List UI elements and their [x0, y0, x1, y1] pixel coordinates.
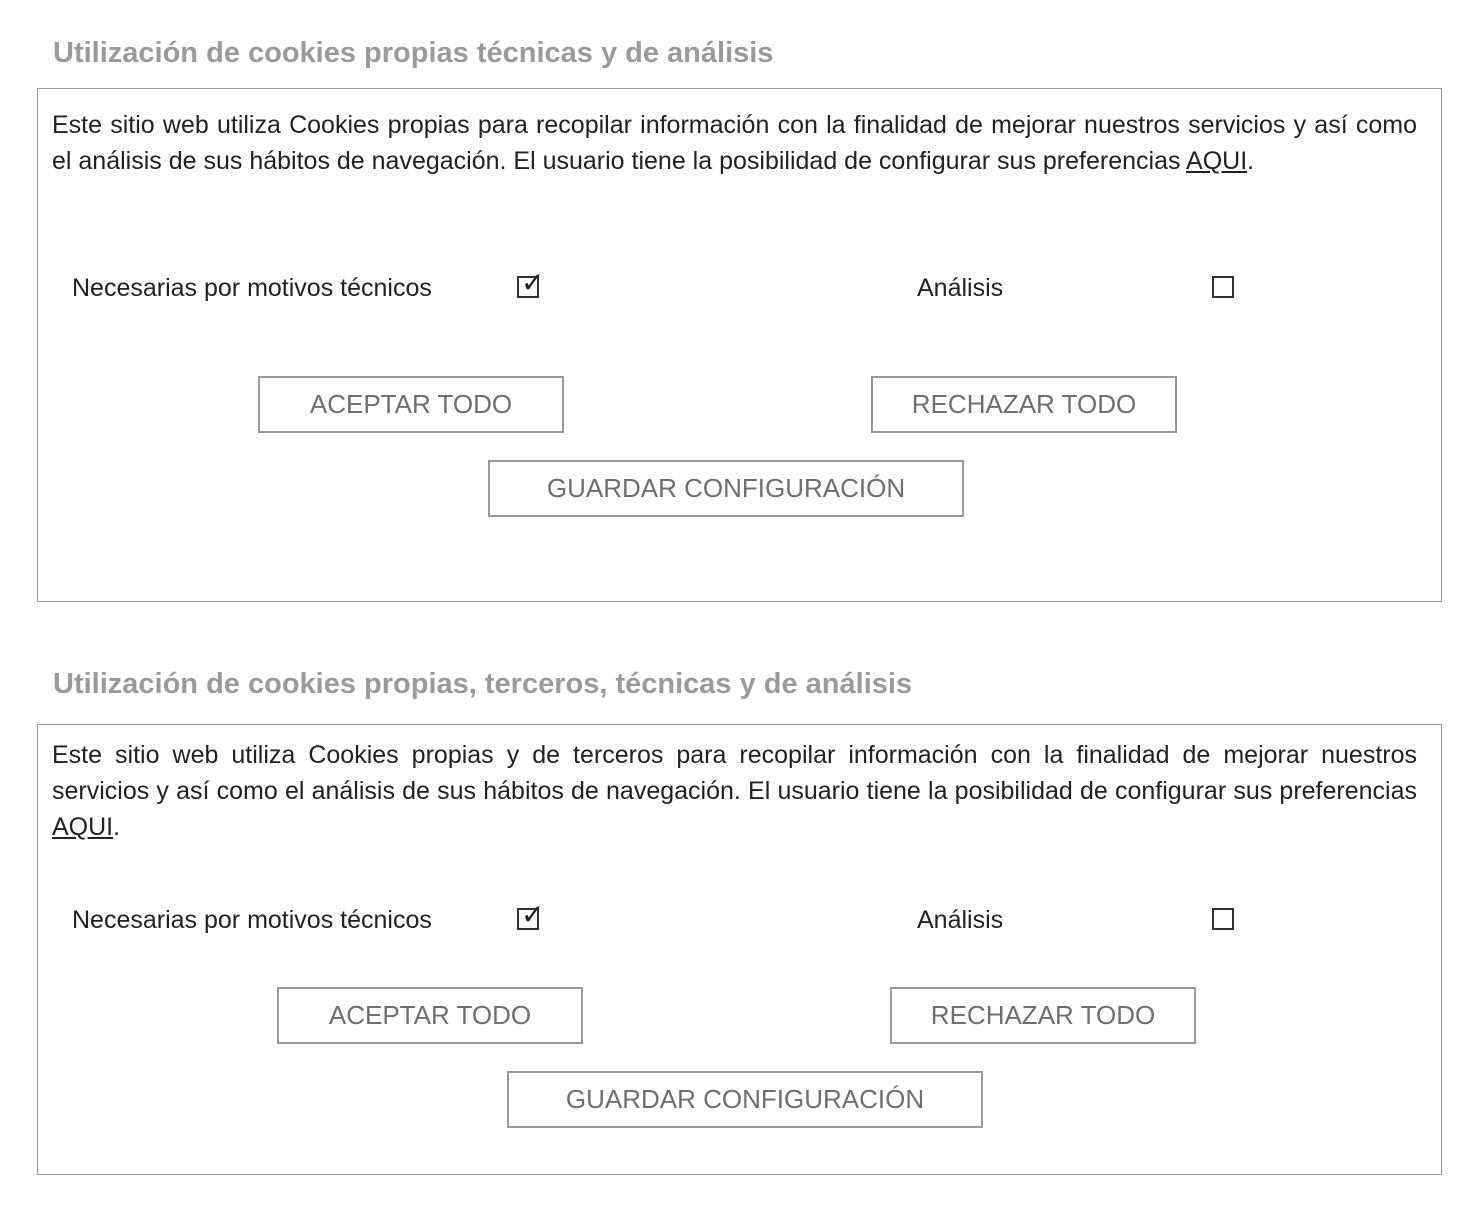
- cookie-description: [52, 107, 1417, 179]
- reject-all-button[interactable]: RECHAZAR TODO: [890, 987, 1196, 1044]
- preferences-link[interactable]: AQUI: [1186, 147, 1248, 175]
- accept-all-button[interactable]: ACEPTAR TODO: [277, 987, 583, 1044]
- cookie-panel-technical-analysis: [37, 88, 1442, 602]
- section-title-third-party-analysis: Utilización de cookies propias, terceros, técnicas y de análisis: [53, 668, 913, 700]
- cookie-panel-third-party-analysis: [37, 724, 1442, 1175]
- preferences-link[interactable]: AQUI: [52, 813, 114, 841]
- reject-all-button[interactable]: RECHAZAR TODO: [871, 376, 1177, 433]
- necessary-cookies-label: Necesarias por motivos técnicos: [72, 274, 432, 302]
- save-settings-button[interactable]: GUARDAR CONFIGURACIÓN: [507, 1071, 983, 1128]
- analysis-cookies-label: Análisis: [917, 274, 1004, 302]
- necessary-cookies-checkbox[interactable]: [517, 898, 545, 931]
- section-title-technical-analysis: Utilización de cookies propias técnicas y de análisis: [53, 37, 774, 69]
- necessary-cookies-label: Necesarias por motivos técnicos: [72, 906, 432, 934]
- necessary-cookies-checkbox[interactable]: [517, 266, 545, 299]
- cookie-description-text: Este sitio web utiliza Cookies propias y de terceros para recopilar información con la finalidad de mejorar nuestros servicios y así como el análisis de sus hábitos de navegación. El usuario tiene la posibilidad de configurar sus preferencias: [52, 741, 1417, 805]
- description-period: .: [113, 813, 121, 841]
- analysis-cookies-checkbox[interactable]: [1212, 276, 1234, 298]
- analysis-cookies-checkbox[interactable]: [1212, 908, 1234, 930]
- cookie-description: [52, 737, 1417, 845]
- accept-all-button[interactable]: ACEPTAR TODO: [258, 376, 564, 433]
- cookie-description-text: Este sitio web utiliza Cookies propias para recopilar información con la finalidad de mejorar nuestros servicios y así como el análisis de sus hábitos de navegación. El usuario tiene la posibilidad de configurar sus preferencias: [52, 111, 1417, 175]
- analysis-cookies-label: Análisis: [917, 906, 1004, 934]
- checkmark-icon: ✓: [521, 266, 545, 299]
- description-period: .: [1247, 147, 1255, 175]
- checkmark-icon: ✓: [521, 898, 545, 931]
- save-settings-button[interactable]: GUARDAR CONFIGURACIÓN: [488, 460, 964, 517]
